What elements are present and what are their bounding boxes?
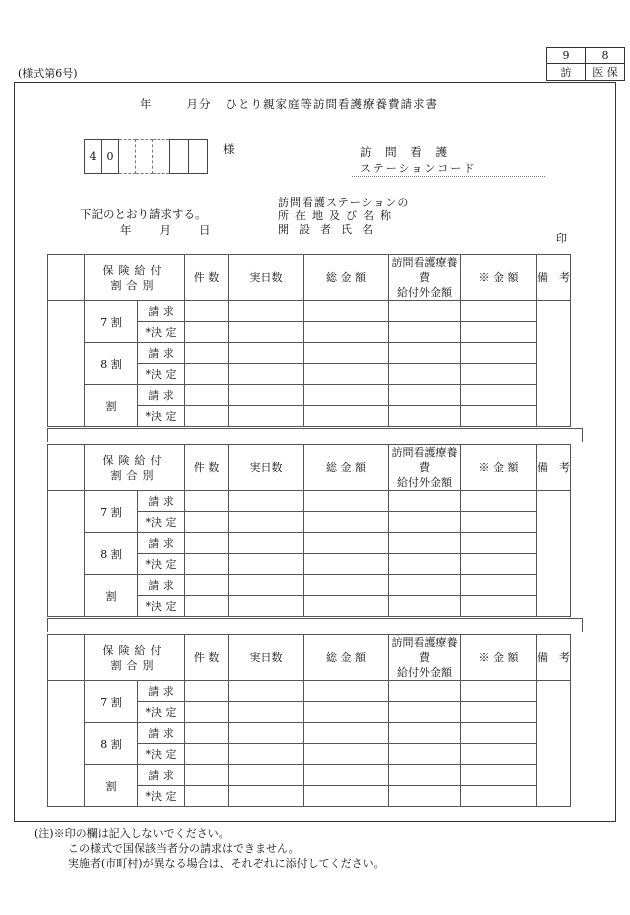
amount-cell[interactable] bbox=[461, 364, 537, 385]
entry-cell[interactable] bbox=[304, 596, 389, 617]
row-type-label: 請 求 bbox=[138, 723, 185, 744]
claim-table bbox=[47, 444, 571, 617]
amount-cell[interactable] bbox=[461, 702, 537, 723]
amount-cell[interactable] bbox=[461, 575, 537, 596]
title-year: 年 bbox=[140, 97, 153, 111]
entry-cell[interactable] bbox=[389, 512, 461, 533]
entry-cell[interactable] bbox=[389, 554, 461, 575]
amount-cell[interactable] bbox=[461, 385, 537, 406]
entry-cell[interactable] bbox=[304, 385, 389, 406]
entry-cell[interactable] bbox=[185, 406, 229, 427]
insurance-ratio-header: 保険給付 割合別 bbox=[85, 635, 185, 681]
entry-cell[interactable] bbox=[229, 575, 304, 596]
entry-cell[interactable] bbox=[304, 786, 389, 807]
ratio-label: 8 割 bbox=[85, 723, 138, 765]
station-code-line[interactable] bbox=[352, 176, 545, 177]
blank-cell bbox=[48, 681, 85, 807]
insurance-ratio-header: 保険給付 割合別 bbox=[85, 445, 185, 491]
entry-cell[interactable] bbox=[389, 301, 461, 322]
entry-cell[interactable] bbox=[304, 723, 389, 744]
table-row bbox=[48, 681, 571, 702]
remarks-header: 備 考 bbox=[537, 445, 571, 491]
entry-cell[interactable] bbox=[389, 702, 461, 723]
row-type-label: *決 定 bbox=[138, 596, 185, 617]
entry-cell[interactable] bbox=[229, 765, 304, 786]
amount-cell[interactable] bbox=[461, 322, 537, 343]
row-type-label: *決 定 bbox=[138, 322, 185, 343]
ratio-label: 割 bbox=[85, 385, 138, 427]
entry-cell[interactable] bbox=[304, 575, 389, 596]
entry-cell[interactable] bbox=[304, 406, 389, 427]
entry-cell[interactable] bbox=[229, 554, 304, 575]
entry-cell[interactable] bbox=[229, 322, 304, 343]
table-row bbox=[48, 723, 571, 744]
blank-cell bbox=[48, 445, 85, 491]
amount-header: ※ 金 額 bbox=[461, 255, 537, 301]
table-header-row bbox=[48, 635, 571, 681]
entry-cell[interactable] bbox=[229, 406, 304, 427]
remarks-cell[interactable] bbox=[537, 681, 571, 807]
row-type-label: 請 求 bbox=[138, 765, 185, 786]
blank-cell bbox=[48, 635, 85, 681]
form-number: (様式第6号) bbox=[18, 67, 78, 80]
station-code-label: 訪 問 看 護 bbox=[360, 145, 452, 159]
code-input-cell[interactable] bbox=[189, 140, 208, 174]
entry-cell[interactable] bbox=[389, 575, 461, 596]
entry-cell[interactable] bbox=[185, 343, 229, 364]
outside-amount-header: 訪問看護療養費 給付外金額 bbox=[389, 445, 461, 491]
table-row bbox=[48, 301, 571, 322]
entry-cell[interactable] bbox=[185, 554, 229, 575]
prefecture-code-box bbox=[84, 139, 208, 174]
amount-header: ※ 金 額 bbox=[461, 635, 537, 681]
entry-cell[interactable] bbox=[185, 702, 229, 723]
ratio-label: 8 割 bbox=[85, 533, 138, 575]
days-header: 実日数 bbox=[229, 255, 304, 301]
ratio-label: 割 bbox=[85, 765, 138, 807]
row-type-label: *決 定 bbox=[138, 744, 185, 765]
entry-cell[interactable] bbox=[389, 596, 461, 617]
entry-cell[interactable] bbox=[229, 533, 304, 554]
entry-cell[interactable] bbox=[389, 744, 461, 765]
form-title bbox=[140, 96, 452, 112]
remarks-header: 備 考 bbox=[537, 255, 571, 301]
days-header: 実日数 bbox=[229, 635, 304, 681]
entry-cell[interactable] bbox=[389, 786, 461, 807]
table-row bbox=[48, 765, 571, 786]
entry-cell[interactable] bbox=[185, 385, 229, 406]
code-input-cell[interactable] bbox=[136, 140, 153, 174]
entry-cell[interactable] bbox=[304, 744, 389, 765]
code-input-cell[interactable] bbox=[170, 140, 189, 174]
entry-cell[interactable] bbox=[229, 301, 304, 322]
entry-cell[interactable] bbox=[304, 533, 389, 554]
row-type-label: 請 求 bbox=[138, 681, 185, 702]
entry-cell[interactable] bbox=[185, 322, 229, 343]
amount-cell[interactable] bbox=[461, 744, 537, 765]
entry-cell[interactable] bbox=[229, 364, 304, 385]
count-header: 件 数 bbox=[185, 255, 229, 301]
code-cell: 9 bbox=[547, 48, 586, 64]
note-line: 実施者(市町村)が異なる場合は、それぞれに添付してください。 bbox=[68, 857, 385, 870]
entry-cell[interactable] bbox=[304, 491, 389, 512]
remarks-cell[interactable] bbox=[537, 491, 571, 617]
note-line: この様式で国保該当者分の請求はできません。 bbox=[68, 842, 300, 855]
title-month: 月分 bbox=[186, 97, 212, 111]
days-header: 実日数 bbox=[229, 445, 304, 491]
table-row bbox=[48, 385, 571, 406]
entry-cell[interactable] bbox=[185, 765, 229, 786]
station-info-label: 訪問看護ステーションの bbox=[278, 196, 410, 209]
seal-mark: 印 bbox=[556, 232, 567, 245]
entry-cell[interactable] bbox=[304, 554, 389, 575]
entry-cell[interactable] bbox=[185, 681, 229, 702]
amount-cell[interactable] bbox=[461, 533, 537, 554]
table-header-row bbox=[48, 255, 571, 301]
table-row bbox=[48, 533, 571, 554]
code-box bbox=[546, 47, 625, 81]
row-type-label: 請 求 bbox=[138, 385, 185, 406]
entry-cell[interactable] bbox=[185, 301, 229, 322]
entry-cell[interactable] bbox=[389, 322, 461, 343]
row-type-label: 請 求 bbox=[138, 575, 185, 596]
row-type-label: *決 定 bbox=[138, 554, 185, 575]
entry-cell[interactable] bbox=[389, 343, 461, 364]
row-type-label: 請 求 bbox=[138, 343, 185, 364]
request-statement: 下記のとおり請求する。 bbox=[80, 207, 207, 221]
amount-cell[interactable] bbox=[461, 681, 537, 702]
date-labels bbox=[120, 222, 239, 238]
ratio-label: 8 割 bbox=[85, 343, 138, 385]
amount-cell[interactable] bbox=[461, 491, 537, 512]
entry-cell[interactable] bbox=[389, 765, 461, 786]
count-header: 件 数 bbox=[185, 635, 229, 681]
ratio-label: 7 割 bbox=[85, 491, 138, 533]
entry-cell[interactable] bbox=[389, 406, 461, 427]
station-info-label: 所在地及び名称 bbox=[278, 209, 397, 222]
entry-cell[interactable] bbox=[229, 702, 304, 723]
amount-cell[interactable] bbox=[461, 554, 537, 575]
date-month: 月 bbox=[159, 223, 173, 237]
table-row bbox=[48, 343, 571, 364]
amount-cell[interactable] bbox=[461, 301, 537, 322]
amount-header: ※ 金 額 bbox=[461, 445, 537, 491]
code-cell: 医 保 bbox=[586, 64, 625, 81]
amount-cell[interactable] bbox=[461, 723, 537, 744]
entry-cell[interactable] bbox=[229, 512, 304, 533]
entry-cell[interactable] bbox=[229, 786, 304, 807]
remarks-header: 備 考 bbox=[537, 635, 571, 681]
entry-cell[interactable] bbox=[185, 533, 229, 554]
count-header: 件 数 bbox=[185, 445, 229, 491]
entry-cell[interactable] bbox=[389, 681, 461, 702]
outside-amount-header: 訪問看護療養費 給付外金額 bbox=[389, 255, 461, 301]
entry-cell[interactable] bbox=[185, 596, 229, 617]
honorific: 様 bbox=[223, 142, 235, 156]
entry-cell[interactable] bbox=[304, 343, 389, 364]
row-type-label: *決 定 bbox=[138, 702, 185, 723]
entry-cell[interactable] bbox=[185, 723, 229, 744]
row-type-label: *決 定 bbox=[138, 786, 185, 807]
entry-cell[interactable] bbox=[389, 364, 461, 385]
entry-cell[interactable] bbox=[229, 596, 304, 617]
blank-cell bbox=[48, 491, 85, 617]
entry-cell[interactable] bbox=[229, 723, 304, 744]
outside-amount-header: 訪問看護療養費 給付外金額 bbox=[389, 635, 461, 681]
entry-cell[interactable] bbox=[229, 491, 304, 512]
entry-cell[interactable] bbox=[185, 575, 229, 596]
total-header: 総 金 額 bbox=[304, 635, 389, 681]
table-row bbox=[48, 491, 571, 512]
entry-cell[interactable] bbox=[185, 786, 229, 807]
amount-cell[interactable] bbox=[461, 765, 537, 786]
entry-cell[interactable] bbox=[229, 385, 304, 406]
ratio-label: 7 割 bbox=[85, 301, 138, 343]
blank-cell bbox=[48, 301, 85, 427]
notes bbox=[34, 826, 385, 871]
amount-cell[interactable] bbox=[461, 786, 537, 807]
entry-cell[interactable] bbox=[304, 512, 389, 533]
ratio-label: 割 bbox=[85, 575, 138, 617]
table-separator bbox=[47, 618, 583, 632]
code-cell: 8 bbox=[586, 48, 625, 64]
entry-cell[interactable] bbox=[304, 765, 389, 786]
entry-cell[interactable] bbox=[185, 491, 229, 512]
date-year: 年 bbox=[120, 223, 134, 237]
total-header: 総 金 額 bbox=[304, 255, 389, 301]
station-info-label: 開設者氏名 bbox=[278, 223, 383, 236]
entry-cell[interactable] bbox=[229, 744, 304, 765]
amount-cell[interactable] bbox=[461, 596, 537, 617]
row-type-label: *決 定 bbox=[138, 406, 185, 427]
blank-cell bbox=[48, 255, 85, 301]
entry-cell[interactable] bbox=[389, 491, 461, 512]
pref-code-digit: 0 bbox=[102, 140, 119, 174]
row-type-label: *決 定 bbox=[138, 512, 185, 533]
amount-cell[interactable] bbox=[461, 343, 537, 364]
station-code-label: ステーションコード bbox=[360, 162, 477, 175]
ratio-label: 7 割 bbox=[85, 681, 138, 723]
amount-cell[interactable] bbox=[461, 512, 537, 533]
entry-cell[interactable] bbox=[304, 322, 389, 343]
row-type-label: 請 求 bbox=[138, 491, 185, 512]
table-header-row bbox=[48, 445, 571, 491]
claim-table bbox=[47, 254, 571, 427]
entry-cell[interactable] bbox=[185, 744, 229, 765]
table-separator bbox=[47, 428, 583, 442]
table-row bbox=[48, 575, 571, 596]
title-text: ひとり親家庭等訪問看護療養費請求書 bbox=[225, 97, 438, 111]
entry-cell[interactable] bbox=[185, 364, 229, 385]
entry-cell[interactable] bbox=[389, 723, 461, 744]
total-header: 総 金 額 bbox=[304, 445, 389, 491]
entry-cell[interactable] bbox=[304, 702, 389, 723]
date-day: 日 bbox=[199, 223, 213, 237]
entry-cell[interactable] bbox=[389, 385, 461, 406]
row-type-label: *決 定 bbox=[138, 364, 185, 385]
row-type-label: 請 求 bbox=[138, 301, 185, 322]
entry-cell[interactable] bbox=[229, 343, 304, 364]
claim-table bbox=[47, 634, 571, 807]
code-input-cell[interactable] bbox=[119, 140, 136, 174]
entry-cell[interactable] bbox=[229, 681, 304, 702]
note-line: (注)※印の欄は記入しないでください。 bbox=[34, 827, 230, 840]
entry-cell[interactable] bbox=[389, 533, 461, 554]
row-type-label: 請 求 bbox=[138, 533, 185, 554]
entry-cell[interactable] bbox=[304, 681, 389, 702]
code-input-cell[interactable] bbox=[153, 140, 170, 174]
entry-cell[interactable] bbox=[304, 364, 389, 385]
entry-cell[interactable] bbox=[185, 512, 229, 533]
pref-code-digit: 4 bbox=[85, 140, 102, 174]
insurance-ratio-header: 保険給付 割合別 bbox=[85, 255, 185, 301]
amount-cell[interactable] bbox=[461, 406, 537, 427]
code-cell: 訪 bbox=[547, 64, 586, 81]
entry-cell[interactable] bbox=[304, 301, 389, 322]
remarks-cell[interactable] bbox=[537, 301, 571, 427]
